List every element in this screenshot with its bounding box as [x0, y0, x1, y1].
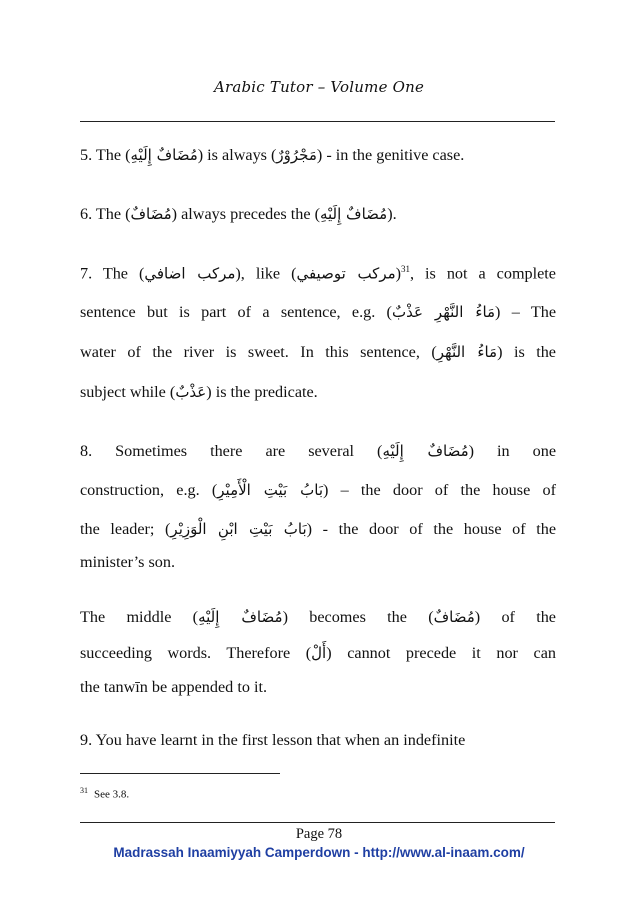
text: ) - the door of the house of the	[306, 520, 557, 538]
point-8-line-2	[80, 481, 556, 500]
text: water of the river is sweet. In this sentence, (	[80, 343, 437, 361]
point-7-line-1	[80, 264, 556, 283]
arabic-term: مُضَافٌ إِلَيْهِ	[198, 608, 283, 626]
text: construction, e.g. (	[80, 481, 218, 499]
text: the tanwīn be appended to it.	[80, 678, 268, 696]
arabic-term: مُضَافٌ إِلَيْهِ	[130, 146, 198, 164]
text: ) becomes the (	[282, 608, 434, 626]
arabic-term: أَلْ	[311, 644, 327, 662]
text: 5. The (	[80, 146, 131, 164]
footnote-number: 31	[80, 786, 88, 795]
running-header: Arabic Tutor – Volume One	[213, 78, 425, 96]
text: ) – the door of the house of	[323, 481, 556, 499]
footer-link[interactable]: Madrassah Inaamiyyah Camperdown - http://www.al-inaam.com/	[113, 845, 525, 860]
point-5	[80, 146, 556, 165]
arabic-term: مَجْرُوْرٌ	[276, 146, 317, 164]
arabic-term: مُضَافٌ إِلَيْهِ	[319, 205, 388, 223]
text: ) is the	[497, 343, 556, 361]
footnote-rule	[80, 773, 280, 774]
arabic-term: مركب توصيفي	[296, 264, 396, 283]
point-7-line-4	[80, 383, 556, 402]
point-7-line-3	[80, 343, 556, 362]
middle-paragraph-line-3	[80, 678, 556, 697]
text: 9. You have learnt in the first lesson that when an indefinite	[80, 731, 466, 749]
text: 6. The (	[80, 205, 131, 223]
header-rule	[80, 121, 555, 122]
text: 8. Sometimes there are several (	[80, 442, 383, 460]
footnote-ref: 31	[401, 264, 411, 274]
text: ), like (	[235, 264, 297, 283]
arabic-term: مُضَافٌ	[130, 205, 172, 223]
point-8-line-4	[80, 553, 556, 572]
text: ) - in the genitive case.	[316, 146, 465, 164]
text: The middle (	[80, 608, 199, 626]
arabic-example: مَاءُ النَّهْرِ	[436, 343, 498, 361]
text: ) cannot precede it nor can	[326, 644, 556, 662]
middle-paragraph-line-1	[80, 608, 556, 627]
page-number: Page 78	[295, 826, 343, 842]
text: 7. The (	[80, 264, 145, 283]
arabic-example: عَذْبٌ	[175, 383, 207, 401]
point-7-line-2	[80, 303, 556, 322]
arabic-example: بَابُ بَيْتِ ابْنِ الْوَزِيْرِ	[170, 520, 307, 538]
footer-rule	[80, 822, 555, 823]
text: ) always precedes the (	[171, 205, 320, 223]
footnote-text: See 3.8.	[94, 788, 130, 801]
footnote	[80, 786, 129, 801]
text: , is not a complete	[410, 264, 556, 283]
text: minister’s son.	[80, 553, 176, 571]
point-8-line-1	[80, 442, 556, 461]
text: ).	[387, 205, 397, 223]
middle-paragraph-line-2	[80, 644, 556, 663]
arabic-term: مُضَافٌ إِلَيْهِ	[382, 442, 469, 460]
text: the leader; (	[80, 520, 171, 538]
text: ) – The	[495, 303, 556, 321]
point-6	[80, 205, 556, 224]
point-8-line-3	[80, 520, 556, 539]
text: ) is always (	[197, 146, 277, 164]
text: ) is the predicate.	[206, 383, 318, 401]
arabic-example: بَابُ بَيْتِ الْأَمِيْرِ	[217, 481, 323, 499]
text: sentence but is part of a sentence, e.g. (	[80, 303, 392, 321]
arabic-term: مركب اضافي	[144, 264, 236, 283]
text: subject while (	[80, 383, 176, 401]
text: ) in one	[468, 442, 556, 460]
text: ) of the	[474, 608, 556, 626]
text: )	[395, 264, 402, 283]
point-9-line-1	[80, 731, 556, 750]
arabic-example: مَاءُ النَّهْرِ عَذْبٌ	[391, 303, 496, 321]
arabic-term: مُضَافٌ	[433, 608, 475, 626]
text: succeeding words. Therefore (	[80, 644, 312, 662]
